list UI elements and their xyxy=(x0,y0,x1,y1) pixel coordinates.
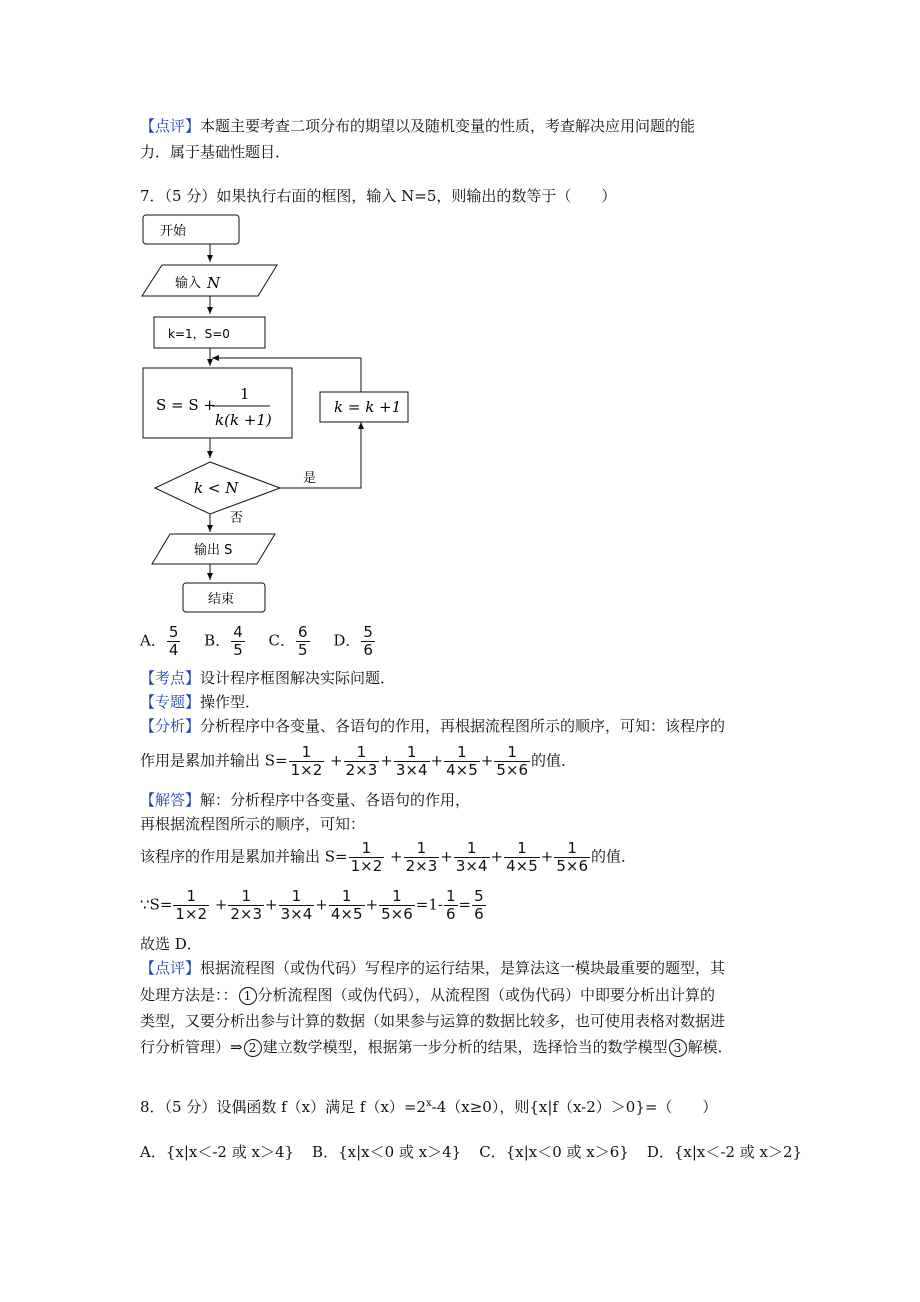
flow-increment-text: k = k +1 xyxy=(334,398,402,416)
q7-option-b[interactable]: B． $\frac{4}{5}$ xyxy=(204,623,243,659)
q8-option-b[interactable]: B．{x|x＜0 或 x＞4} xyxy=(312,1143,462,1161)
q7-dianping-line4: 行分析管理）⇒ 2 建立数学模型，根据第一步分析的结果，选择恰当的数学模型 3 解模． xyxy=(140,1038,733,1056)
flow-assign-den: k(k +1) xyxy=(215,411,272,429)
q7-dianping-line3: 类型，又要分析出参与计算的数据（如果参与运算的数据比较多，也可使用表格对数据进 xyxy=(140,1012,726,1030)
q7-jieda-since: ∵S= $\frac{1}{1\times 2}$ + $\frac{1}{2\times 3}$ + $\frac{1}{3\times 4}$ + $\frac{1}{4\times 5}$ + $\frac{1}{5\times 6}$ =1- $\frac{1}{6}$ = $\frac{5}{6}$ xyxy=(140,887,484,923)
prev-comment-line1 xyxy=(140,116,695,136)
q7-option-c[interactable]: C． $\frac{6}{5}$ xyxy=(268,623,308,659)
q7-jieda-line1: 【解答】解：分析程序中各变量、各语句的作用， xyxy=(140,791,471,809)
q7-fenxi-line2: 作用是累加并输出 S= $\frac{1}{1\times 2}$ + $\frac{1}{2\times 3}$ + $\frac{1}{3\times 4}$ + $\frac{1}{4\times 5}$ + $\frac{1}{5\times 6}$ 的值． xyxy=(140,743,576,779)
q8-options xyxy=(140,1142,802,1162)
circled-1: 1 xyxy=(239,987,257,1005)
q7-option-a[interactable]: A． $\frac{5}{4}$ xyxy=(140,623,179,659)
flow-yes-label: 是 xyxy=(303,471,317,486)
q7-options xyxy=(140,624,394,659)
flow-end-text: 结束 xyxy=(208,592,235,607)
flow-condition-text: k < N xyxy=(194,479,239,497)
q7-flowchart xyxy=(130,210,430,630)
flow-input-var: N xyxy=(207,274,221,292)
flow-start-box xyxy=(143,215,239,244)
q8-option-a[interactable]: A．{x|x＜-2 或 x＞4} xyxy=(140,1143,295,1161)
q7-dianping-line1: 【点评】根据流程图（或伪代码）写程序的运行结果，是算法这一模块最重要的题型，其 xyxy=(140,959,726,977)
prev-comment-line2: 力．属于基础性题目． xyxy=(140,143,291,161)
q7-dianping-line2: 处理方法是：： 1 分析流程图（或伪代码），从流程图（或伪代码）中即要分析出计算的 xyxy=(140,986,716,1004)
q7-kaodian: 【考点】设计程序框图解决实际问题． xyxy=(140,669,396,687)
q7-stem: 7．（5 分）如果执行右面的框图，输入 N=5，则输出的数等于（ ） xyxy=(140,187,617,205)
q7-jieda-line2: 再根据流程图所示的顺序，可知： xyxy=(140,815,366,833)
circled-3: 3 xyxy=(669,1039,687,1057)
q8-option-c[interactable]: C．{x|x＜0 或 x＞6} xyxy=(479,1143,629,1161)
flow-assign-num: 1 xyxy=(240,385,250,403)
flow-input-prefix: 输入 xyxy=(175,276,202,291)
q7-jieda-line3: 该程序的作用是累加并输出 S= $\frac{1}{1\times 2}$ + $\frac{1}{2\times 3}$ + $\frac{1}{3\times 4}$ + $\frac{1}{4\times 5}$ + $\frac{1}{5\times 6}$ 的值． xyxy=(140,839,636,875)
flow-start-text: 开始 xyxy=(160,224,187,239)
q8-stem: 8．（5 分）设偶函数 f（x）满足 $f(x)=2^x-4(x\ge 0)$，则{x|f（x-2）＞0}=（ ） xyxy=(140,1098,718,1116)
flow-init-text: k=1，S=0 xyxy=(168,327,230,341)
q7-option-d[interactable]: D． $\frac{5}{6}$ xyxy=(333,623,373,659)
prev-comment-text1: 本题主要考查二项分布的期望以及随机变量的性质，考查解决应用问题的能 xyxy=(200,117,696,135)
prev-comment-tag: 【点评】 xyxy=(140,117,201,135)
q7-choose: 故选 D． xyxy=(140,935,202,953)
q7-fenxi-line1: 【分析】分析程序中各变量、各语句的作用，再根据流程图所示的顺序，可知：该程序的 xyxy=(140,717,726,735)
circled-2: 2 xyxy=(244,1039,262,1057)
flow-assign-left: S = S + xyxy=(156,396,216,414)
flow-output-text: 输出 S xyxy=(194,543,233,558)
q7-zhuanti: 【专题】操作型． xyxy=(140,693,261,711)
q8-option-d[interactable]: D．{x|x＜-2 或 x＞2} xyxy=(646,1143,803,1161)
flow-no-label: 否 xyxy=(230,511,244,526)
